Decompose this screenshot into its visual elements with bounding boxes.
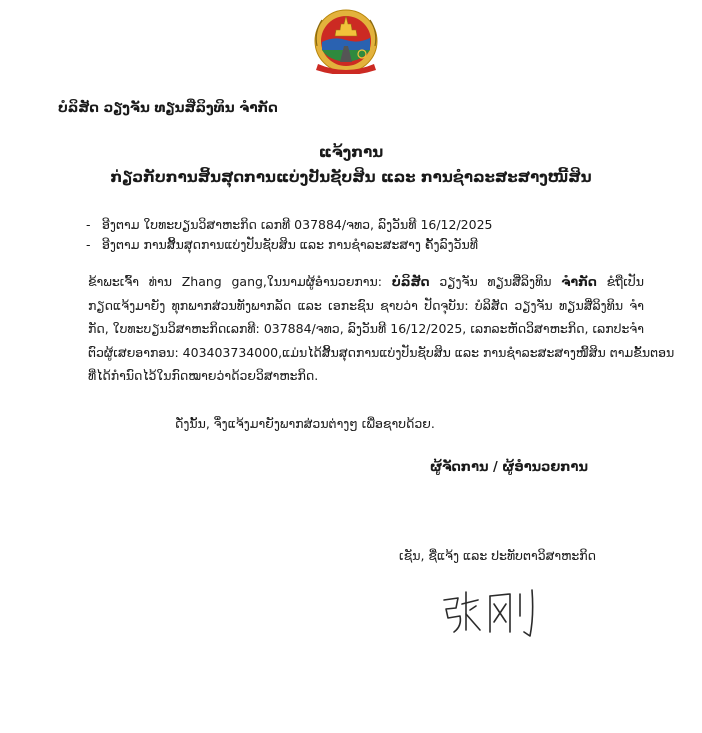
signer-title: ຜູ້ຈັດການ / ຜູ້ອຳນວຍການ [430,460,588,475]
reference-item: - ອີງຕາມ ການສິ້ນສຸດການແບ່ງປັນຊັບສິນ ແລະ ການຊຳລະສະສາງ ຄັ້ງລົງວັນທີ [86,237,478,252]
reference-text: ອີງຕາມ ການສິ້ນສຸດການແບ່ງປັນຊັບສິນ ແລະ ການຊຳລະສະສາງ ຄັ້ງລົງວັນທີ [102,237,478,252]
body-text: ຂ້າພະເຈົ້າ ທ່ານ Zhang gang,ໃນນາມຜູ້ອຳນວຍການ: [88,274,392,289]
seal-note: ເຊັນ, ຊື່ແຈ້ງ ແລະ ປະທັບຕາວິສາຫະກິດ [399,548,597,563]
body-text-bold: ບໍລິສັດ [391,274,430,289]
closing-statement: ດັ່ງນັ້ນ, ຈຶ່ງແຈ້ງມາຍັງພາກສ່ວນຕ່າງໆ ເພື່ອຊາບດ້ວຍ. [175,416,435,431]
company-header: ບໍລິສັດ ວຽງຈັນ ທຽນສີ່ລິງທິນ ຈຳກັດ [58,100,278,116]
body-text: ຂໍຖືເປັນ [596,274,644,289]
body-line [88,270,644,294]
reference-item: - ອີງຕາມ ໃບທະບຽນວິສາຫະກິດ ເລກທີ 037884/ຈທວ, ລົງວັນທີ 16/12/2025 [86,217,493,232]
body-paragraph [88,270,675,388]
notice-subtitle: ກ່ຽວກັບການສິ້ນສຸດການແບ່ງປັນຊັບສິນ ແລະ ການຊຳລະສະສາງໜີ້ສິນ [110,168,592,186]
reference-list [86,215,493,255]
notice-title: ແຈ້ງການ [318,143,384,161]
body-line: ທີ່ໄດ້ກຳນົດໄວ້ໃນກົດໝາຍວ່າດ້ວຍວິສາຫະກິດ. [88,368,319,383]
body-line: ກັດ, ໃບທະບຽນວິສາຫະກິດເລກທີ: 037884/ຈທວ, ລົງວັນທີ 16/12/2025, ເລກລະຫັດວິສາຫະກິດ, ເລກປະຈຳ [88,321,644,336]
lao-national-emblem-icon [304,6,388,74]
body-line: ກຽດແຈ້ງມາຍັງ ທຸກພາກສ່ວນທັງພາກລັດ ແລະ ເອກະຊົນ ຊາບວ່າ ປັດຈຸບັນ: ບໍລິສັດ ວຽງຈັນ ທຽນສີ່ລິງທິນ ຈຳ [88,297,644,313]
body-text: ວຽງຈັນ ທຽນສີ່ລິງທິນ [429,274,562,289]
body-text-bold: ຈຳກັດ [561,274,597,289]
handwritten-signature-icon [440,586,540,642]
body-line: ຕົວຜູ້ເສຍອາກອນ: 403403734000,ແມ່ນໄດ້ສິ້ນສຸດການແບ່ງປັນຊັບສິນ ແລະ ການຊຳລະສະສາງໜີ້ສິນ ຕາມຂັ້ນຕອນ [88,344,675,360]
reference-text: ອີງຕາມ ໃບທະບຽນວິສາຫະກິດ ເລກທີ 037884/ຈທວ, ລົງວັນທີ 16/12/2025 [102,217,493,232]
